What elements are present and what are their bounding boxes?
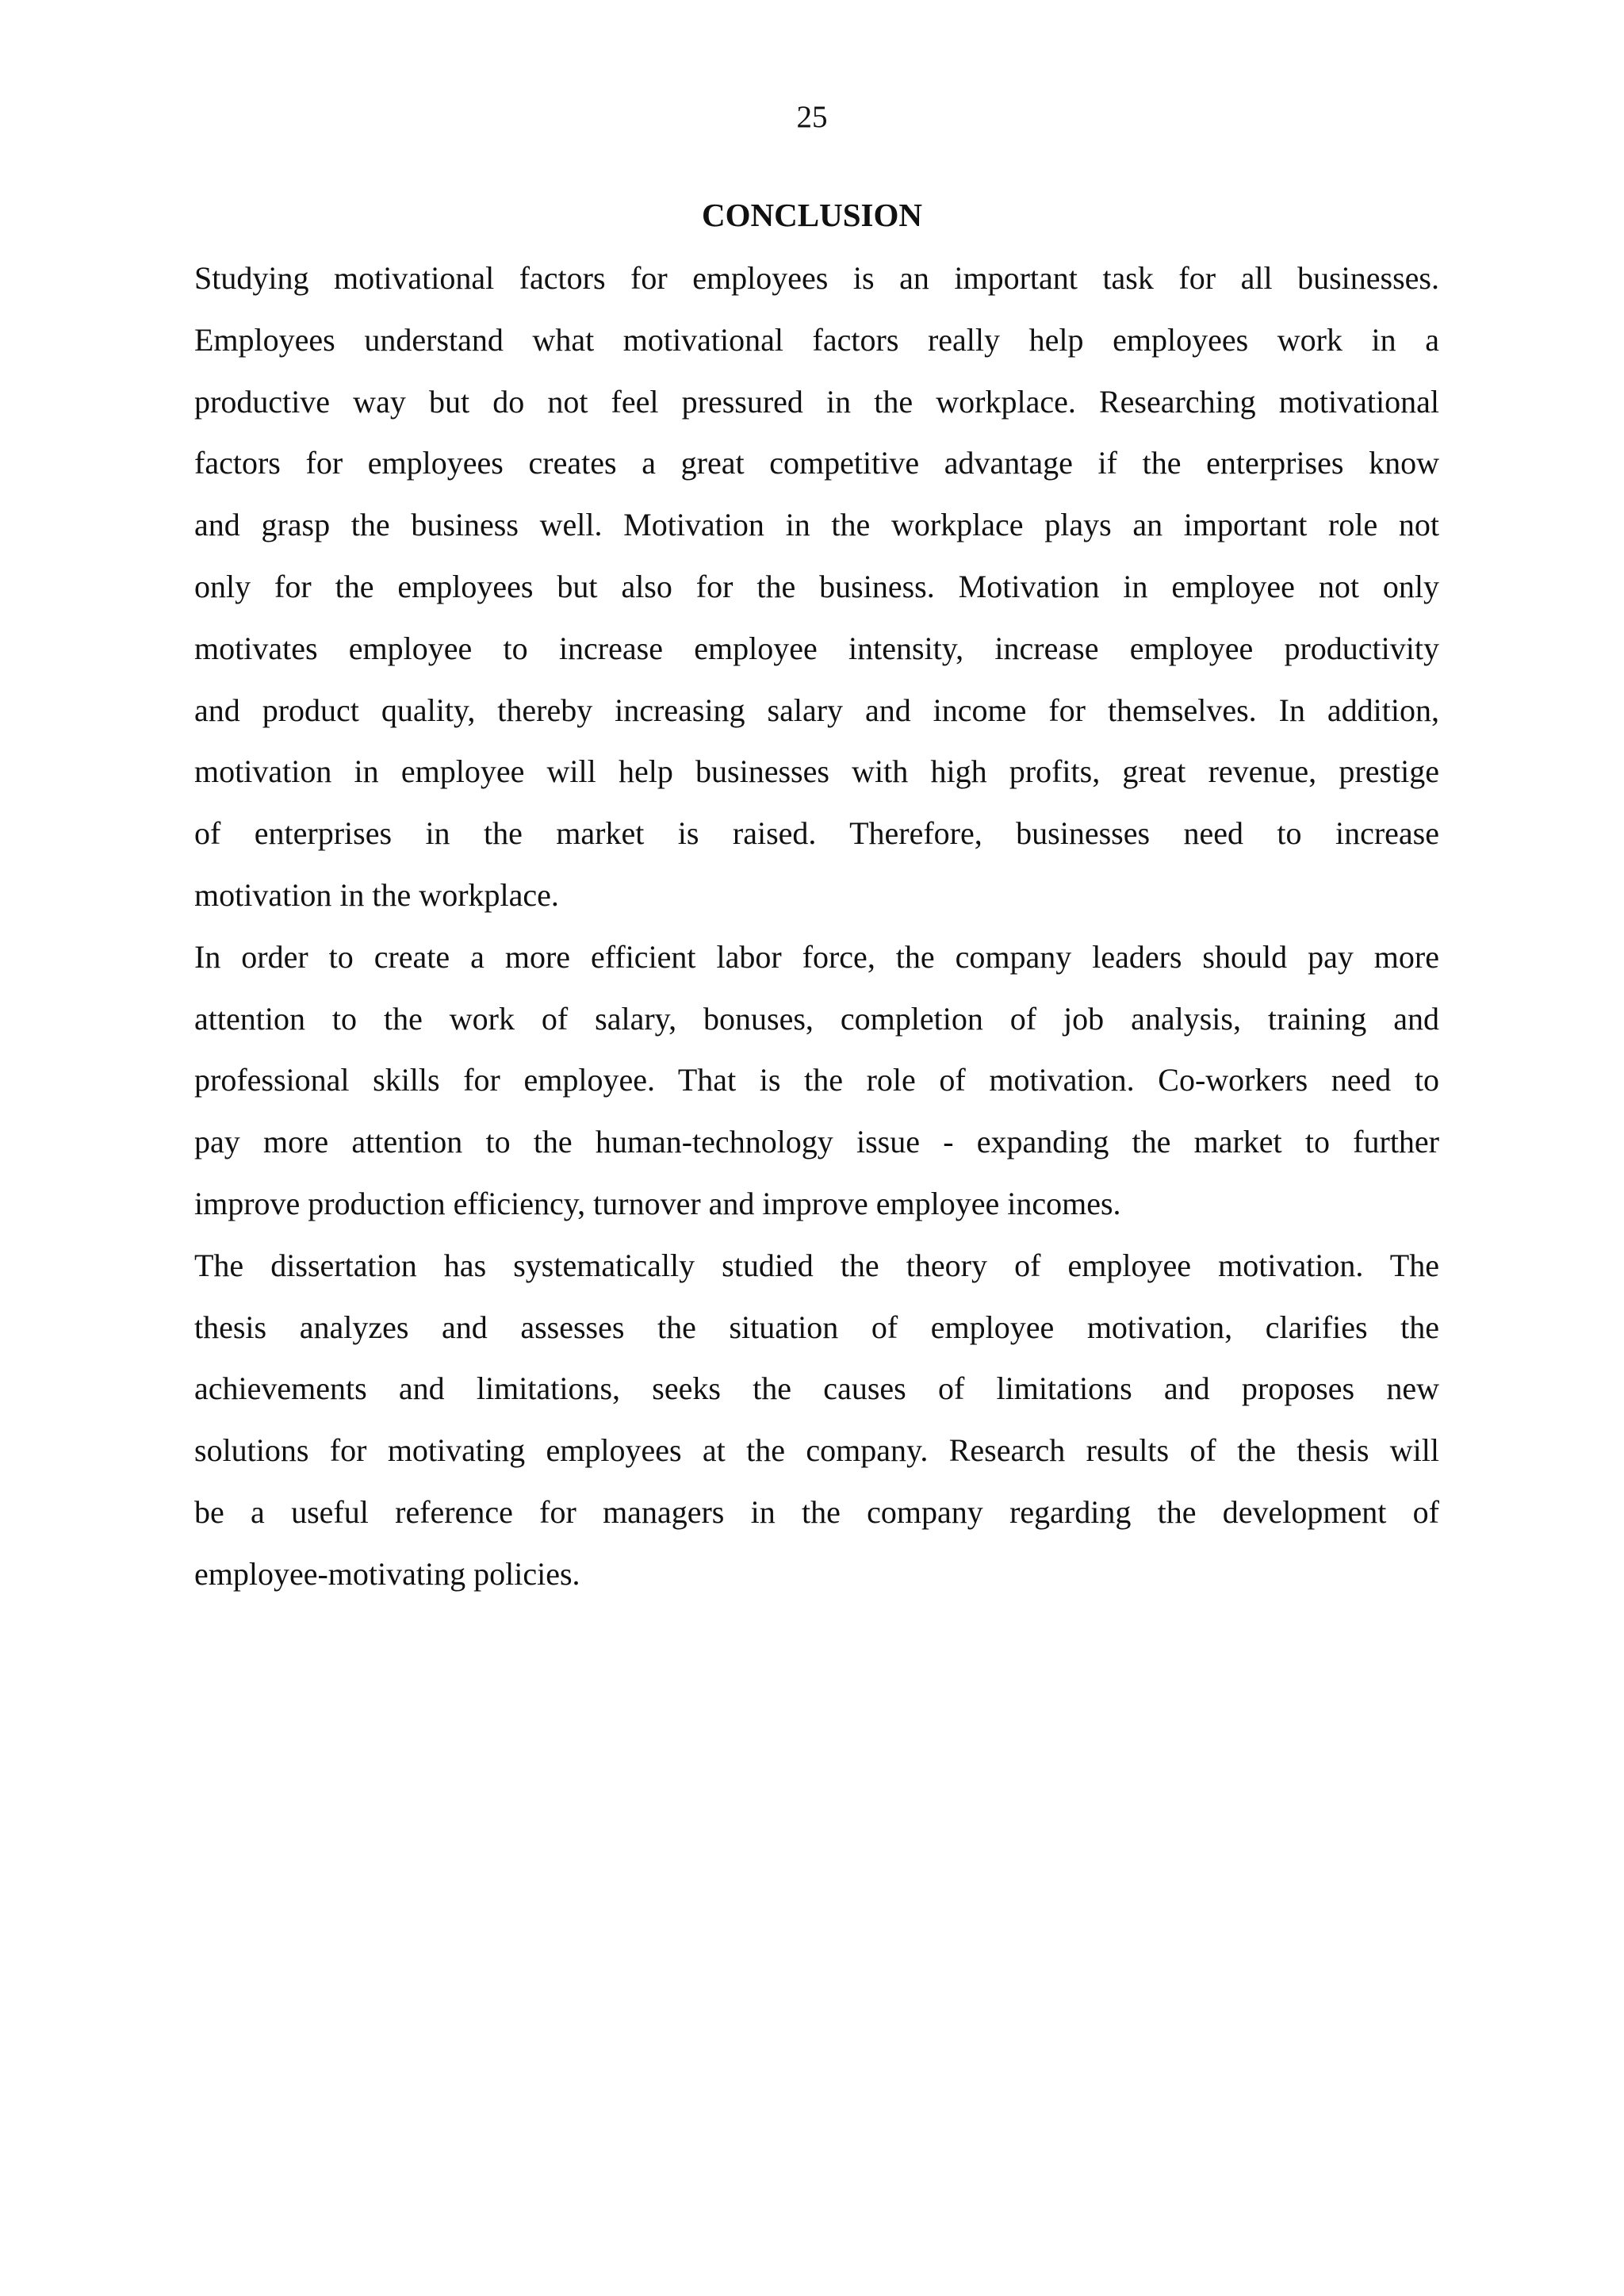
text-line: of enterprises in the market is raised. Therefore, businesses need to increase xyxy=(194,815,1439,852)
section-heading: CONCLUSION xyxy=(702,197,922,233)
page-number: 25 xyxy=(796,100,828,134)
text-line: factors for employees creates a great competitive advantage if the enterprises know xyxy=(194,445,1439,481)
text-line: be a useful reference for managers in the company regarding the development of xyxy=(194,1493,1439,1530)
text-line: solutions for motivating employees at the company. Research results of the thesis will xyxy=(194,1432,1439,1469)
text-line: motivation in employee will help businesses with high profits, great revenue, prestige xyxy=(194,753,1439,790)
text-line: achievements and limitations, seeks the causes of limitations and proposes new xyxy=(194,1370,1439,1407)
paragraph-3 xyxy=(194,1240,1439,1610)
text-line: Employees understand what motivational factors really help employees work in a xyxy=(194,321,1439,358)
text-line: improve production efficiency, turnover and improve employee incomes. xyxy=(194,1185,1121,1221)
text-line: In order to create a more efficient labor force, the company leaders should pay more xyxy=(194,938,1439,975)
text-line: employee-motivating policies. xyxy=(194,1555,580,1592)
text-line: The dissertation has systematically studied the theory of employee motivation. The xyxy=(194,1247,1439,1283)
text-line: motivates employee to increase employee intensity, increase employee productivity xyxy=(194,630,1439,666)
paragraph-2 xyxy=(194,931,1439,1240)
body-text xyxy=(194,252,1439,1610)
text-line: pay more attention to the human-technology issue - expanding the market to further xyxy=(194,1124,1439,1160)
text-line: and grasp the business well. Motivation in the workplace plays an important role not xyxy=(194,507,1439,543)
text-line: attention to the work of salary, bonuses, completion of job analysis, training and xyxy=(194,1000,1439,1037)
text-line: motivation in the workplace. xyxy=(194,876,559,913)
paragraph-1 xyxy=(194,252,1439,931)
text-line: productive way but do not feel pressured in the workplace. Researching motivational xyxy=(194,383,1439,420)
text-line: only for the employees but also for the business. Motivation in employee not only xyxy=(194,568,1439,604)
text-line: professional skills for employee. That is the role of motivation. Co-workers need to xyxy=(194,1062,1439,1098)
text-line: and product quality, thereby increasing salary and income for themselves. In addition, xyxy=(194,692,1439,728)
text-line: thesis analyzes and assesses the situation of employee motivation, clarifies the xyxy=(194,1309,1439,1345)
text-line: Studying motivational factors for employees is an important task for all businesses. xyxy=(194,260,1439,296)
